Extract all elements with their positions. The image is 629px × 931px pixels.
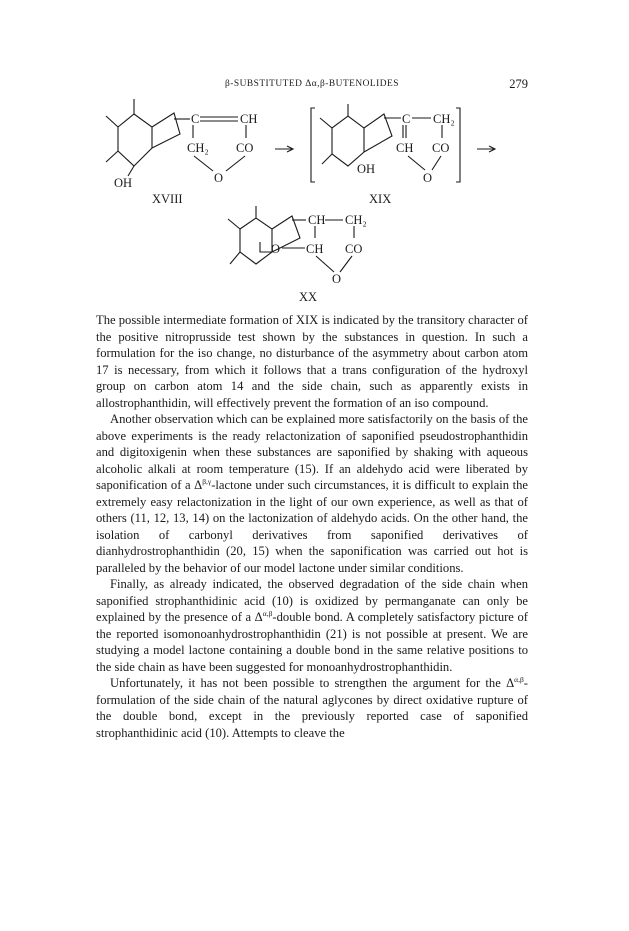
page-number: 279 <box>509 77 528 91</box>
xviii-bond-o-right <box>226 156 245 171</box>
xviii-ring-a <box>118 114 152 166</box>
xviii-bond-o-left <box>194 156 213 171</box>
paragraph-3-superscript: α,β <box>262 609 273 618</box>
xix-c1: C <box>402 112 411 126</box>
xviii-methyl-bond <box>106 116 118 127</box>
xix-bracket-left <box>311 108 315 182</box>
xviii-label: XVIII <box>152 192 183 206</box>
body-text <box>96 312 528 741</box>
xix-bracket-right <box>456 108 460 182</box>
xix-oh: OH <box>357 162 376 176</box>
xviii-ch2: CH₂ <box>187 141 209 155</box>
xix-bond-o-left <box>408 156 425 170</box>
paragraph-4-text-a: Unfortunately, it has not been possible to strengthen the argument for the Δ <box>110 676 515 690</box>
page-header <box>96 77 528 95</box>
xx-methyl-bond <box>228 219 240 229</box>
xviii-o: O <box>214 171 224 185</box>
xviii-co: CO <box>236 141 254 155</box>
xx-ch2-top: CH₂ <box>345 213 367 227</box>
paragraph-1 <box>96 312 528 411</box>
xx-lower-bond <box>230 252 240 264</box>
xx-ring-o: O <box>271 242 281 256</box>
xix-ch2: CH₂ <box>433 112 455 126</box>
xx-o: O <box>332 272 342 286</box>
xviii-ring-b <box>152 113 180 148</box>
paragraph-2-superscript: β,γ <box>202 477 212 486</box>
paragraph-3 <box>96 576 528 675</box>
paragraph-2-text-a: Another observation which can be explained more satisfactorily on the basis of the above experiments is the ready relactonization of saponified pseudostrophanthidin and digitoxigenin when these substances are saponified by shaking with aqueous alcoholic alkali at room temperature (15). If an aldehydo acid were liberated by saponification of a Δ <box>96 412 528 492</box>
xx-bond-o-left <box>316 256 334 272</box>
xix-o: O <box>423 171 433 185</box>
xix-ch: CH <box>396 141 414 155</box>
xix-label: XIX <box>369 192 392 206</box>
xx-ch: CH <box>306 242 324 256</box>
paragraph-2 <box>96 411 528 576</box>
reaction-scheme-svg <box>88 96 528 308</box>
xix-methyl-bond <box>320 118 332 128</box>
xix-ring-b <box>364 114 392 152</box>
xx-ch-top: CH <box>308 213 326 227</box>
xix-bond-o-right <box>432 156 441 170</box>
running-head: β-SUBSTITUTED Δα,β-BUTENOLIDES <box>224 79 399 89</box>
xix-lower-bond <box>322 154 332 164</box>
paragraph-3-text-b: -double bond. A completely satisfactory picture of the reported isomonoanhydrostrophanthidin (21) is not possible at present. We are studying a model lactone containing a double bond in the same relative positions to the side chain as have been suggested for monoanhydrostrophanthidin. <box>96 610 528 674</box>
xix-co: CO <box>432 141 450 155</box>
paragraph-4-text-b: -formulation of the side chain of the natural aglycones by direct oxidative rupture of the double bond, except in the previously reported case of saponified strophanthidinic acid (10). Attempts to cleave the <box>96 676 528 740</box>
reaction-scheme <box>88 96 528 308</box>
xviii-c1: C <box>191 112 200 126</box>
xviii-oh: OH <box>114 176 133 190</box>
xix-ring-a <box>332 116 364 166</box>
xx-ring-a <box>240 218 272 264</box>
paragraph-4-superscript: α,β <box>514 675 524 684</box>
xx-label: XX <box>299 290 318 304</box>
paragraph-4 <box>96 675 528 741</box>
xx-co: CO <box>345 242 363 256</box>
xx-bond-o-right <box>340 256 352 272</box>
paragraph-3-text-a: Finally, as already indicated, the observed degradation of the side chain when saponified strophanthidinic acid (10) is oxidized by permanganate can only be explained by the presence of a Δ <box>96 577 528 624</box>
xviii-oh-bond <box>128 166 134 176</box>
paragraph-2-text-b: -lactone under such circumstances, it is difficult to explain the extremely easy relactonization in the light of our own experience, as well as that of others (11, 12, 13, 14) on the lactonization of aldehydo acids. On the other hand, the isolation of carbonyl derivatives from saponified derivatives of dianhydrostrophanthidin (20, 15) when the saponification was carried out hot is paralleled by the behavior of our model lactone under similar conditions. <box>96 478 529 575</box>
paragraph-1-text: The possible intermediate formation of XIX is indicated by the transitory character of the positive nitroprusside test shown by the substances in question. In such a formulation for the iso change, no disturbance of the asymmetry about carbon atom 17 is necessary, from which it follows that a trans configuration of the hydroxyl group on carbon atom 14 and the side chain, such as apparently exists in allostrophanthidin, will effectively prevent the formation of an iso compound. <box>96 313 528 410</box>
xviii-ch1: CH <box>240 112 258 126</box>
xviii-lower-bond <box>106 151 118 162</box>
